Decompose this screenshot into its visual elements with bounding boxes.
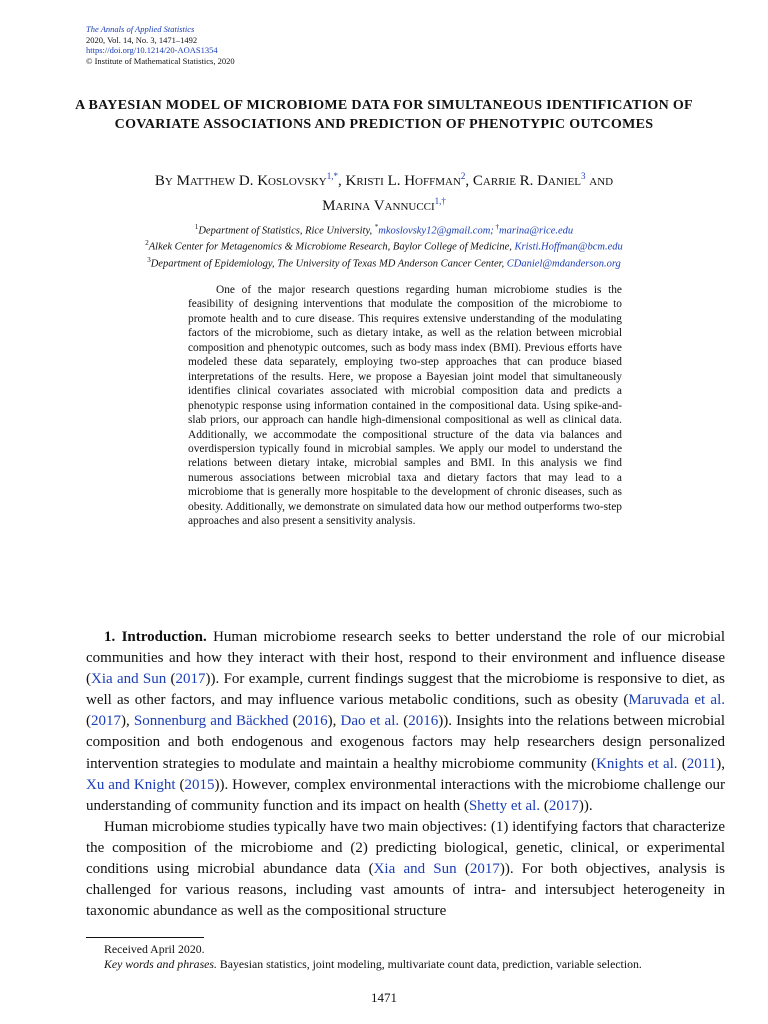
body-text: ( [456,861,470,878]
author-list: By Matthew D. Koslovsky$^{1,*}$, Kristi L. Hoffman$^2$, Carrie R. Daniel$^3$ and Marina Vannucci$^{1,\dagger}$ [154,171,614,214]
received-date: Received April 2020. [104,942,205,956]
body-text: )). [578,797,593,814]
citation-link[interactable]: 2016 [297,713,328,730]
section-heading: 1. Introduction. [104,629,207,645]
body-text: ( [288,713,298,730]
abstract-text: One of the major research questions regarding human microbiome studies is the feasibility of designing interventions that modulate the composition of the microbiome to promote health and to cure disease. This requires extensive understanding of the modulating factors of the microbiome, such as dietary intake, as well as the relation between microbial composition and phenotypic outcomes, such as body mass index (BMI). Previous efforts have modeled these data separately, employing two-step approaches that can produce biased interpretations of the results. Here, we propose a Bayesian joint model that simultaneously identifies clinical covariates associated with microbial composition data and predicts a phenotypic response using information contained in the compositional data. Using spike-and-slab priors, our approach can handle high-dimensional compositional as well as clinical data. Additionally, we accommodate the compositional structure of the data via balances and overdispersion typically found in microbial samples. We apply our model to understand the relations between dietary intake, microbial samples and BMI. In this analysis we find numerous associations between microbial taxa and dietary factors that may lead to a microbiome that is generally more hospitable to the development of chronic diseases, such as obesity. Additionally, we demonstrate on simulated data how our method outperforms two-step approaches and also present a sensitivity analysis. [188,284,622,528]
journal-doi[interactable]: https://doi.org/10.1214/20-AOAS1354 [86,45,218,55]
body-text: )). For example, current findings suggest that the microbiome is responsive to diet, as well as other factors, and may influence various metabolic conditions, such as obesity ( [86,671,725,709]
body-text: ( [399,713,409,730]
citation-link[interactable]: Xia and Sun [373,861,457,878]
affiliation-2 [60,236,708,255]
author-hoffman: Kristi L. Hoffman [345,173,461,189]
author-and: and [585,173,614,189]
body-text: ( [86,713,91,730]
footnote-rule [86,937,204,938]
intro-paragraph-1-text [86,629,725,814]
citation-link[interactable]: 2017 [469,861,500,878]
page-number: 1471 [371,990,397,1005]
body-text: )). However, complex environmental interactions with the microbiome challenge our understanding of community function and its impact on health ( [86,776,725,814]
citation-link[interactable]: 2017 [548,797,579,814]
journal-volume: 2020, Vol. 14, No. 3, 1471–1492 [86,34,198,45]
author-vannucci: Marina Vannucci [322,198,435,214]
affiliation-2-text: Alkek Center for Metagenomics & Microbiome Research, Baylor College of Medicine, [148,241,515,253]
author-koslovsky-affil[interactable]: 1,* [326,171,338,181]
citation-link[interactable]: Xu and Knight [86,776,176,793]
affiliation-3 [60,253,708,272]
journal-copyright: © Institute of Mathematical Statistics, 2020 [86,55,235,66]
citation-link[interactable]: 2017 [91,713,121,730]
email-vannucci[interactable]: marina@rice.edu [499,225,574,237]
affiliation-1-text: Department of Statistics, Rice University, [198,225,375,237]
footnotes [86,942,725,972]
affiliation-2-num: 2 [145,239,149,247]
citation-link[interactable]: Xia and Sun [91,671,167,688]
author-daniel: Carrie R. Daniel [472,173,582,189]
citation-link[interactable]: Maruvada et al. [628,692,725,709]
intro-paragraph-1 [86,627,725,817]
affiliation-3-text: Department of Epidemiology, The University of Texas MD Anderson Cancer Center, [150,258,507,270]
citation-link[interactable]: Shetty et al. [468,797,541,814]
body-text: ), [327,713,341,730]
email-mark-2: † [493,223,500,231]
keywords [86,957,725,972]
citation-link[interactable]: 2015 [184,776,215,793]
affiliation-3-num: 3 [147,256,151,264]
email-mark-1: * [374,223,379,231]
author-vannucci-affil[interactable]: 1,† [434,196,446,206]
author-hoffman-affil[interactable]: 2 [460,171,466,181]
body-text: )). For both objectives, analysis is challenged for various reasons, including vast amounts of intra- and intersubject heterogeneity in taxonomic abundance as well as the compositional structure [86,861,725,920]
body-text: Human microbiome studies typically have two main objectives: (1) identifying factors that characterize the composition of the microbiome and (2) predicting biological, genetic, clinical, or experimental conditions using microbial abundance data ( [86,818,725,878]
author-koslovsky: Matthew D. Koslovsky [176,173,327,189]
keywords-text: Bayesian statistics, joint modeling, multivariate count data, prediction, variable selection. [216,957,642,971]
body-text: ( [540,797,549,814]
journal-header [86,24,235,66]
body-text: ), [716,755,725,772]
citation-link[interactable]: Dao et al. [340,713,400,730]
body-text: Human microbiome research seeks to better understand the role of our microbial communities and how they interact with their host, respond to their environment and influence disease ( [86,629,725,688]
email-daniel[interactable]: CDaniel@mdanderson.org [506,258,621,270]
abstract [188,283,622,529]
journal-name[interactable]: The Annals of Applied Statistics [86,24,195,34]
body-text: )). Insights into the relations between microbial composition and both endogenous and exogenous factors may help researchers design personalized intervention strategies to modulate and maintain a healthy microbiome community ( [86,713,725,772]
body-text: ), [121,713,134,730]
keywords-label: Key words and phrases. [104,957,217,971]
citation-link[interactable]: Knights et al. [596,755,678,772]
intro-paragraph-2 [86,817,725,922]
byline-prefix: By [154,173,177,189]
citation-link[interactable]: 2016 [408,713,439,730]
affiliation-1-num: 1 [194,223,199,231]
introduction-section [86,627,725,922]
body-text: ( [677,755,687,772]
author-daniel-affil[interactable]: 3 [581,171,586,181]
citation-link[interactable]: 2017 [175,671,206,688]
citation-link[interactable]: Sonnenburg and Bäckhed [133,713,289,730]
citation-link[interactable]: 2011 [686,755,717,772]
email-koslovsky[interactable]: mkoslovsky12@gmail.com; [378,225,494,237]
body-text: ( [166,671,176,688]
paper-title: A BAYESIAN MODEL OF MICROBIOME DATA FOR SIMULTANEOUS IDENTIFICATION OF COVARIATE ASSOCIATIONS AND PREDICTION OF PHENOTYPIC OUTCOMES [75,98,693,132]
body-text: ( [175,776,185,793]
email-hoffman[interactable]: Kristi.Hoffman@bcm.edu [514,241,623,253]
